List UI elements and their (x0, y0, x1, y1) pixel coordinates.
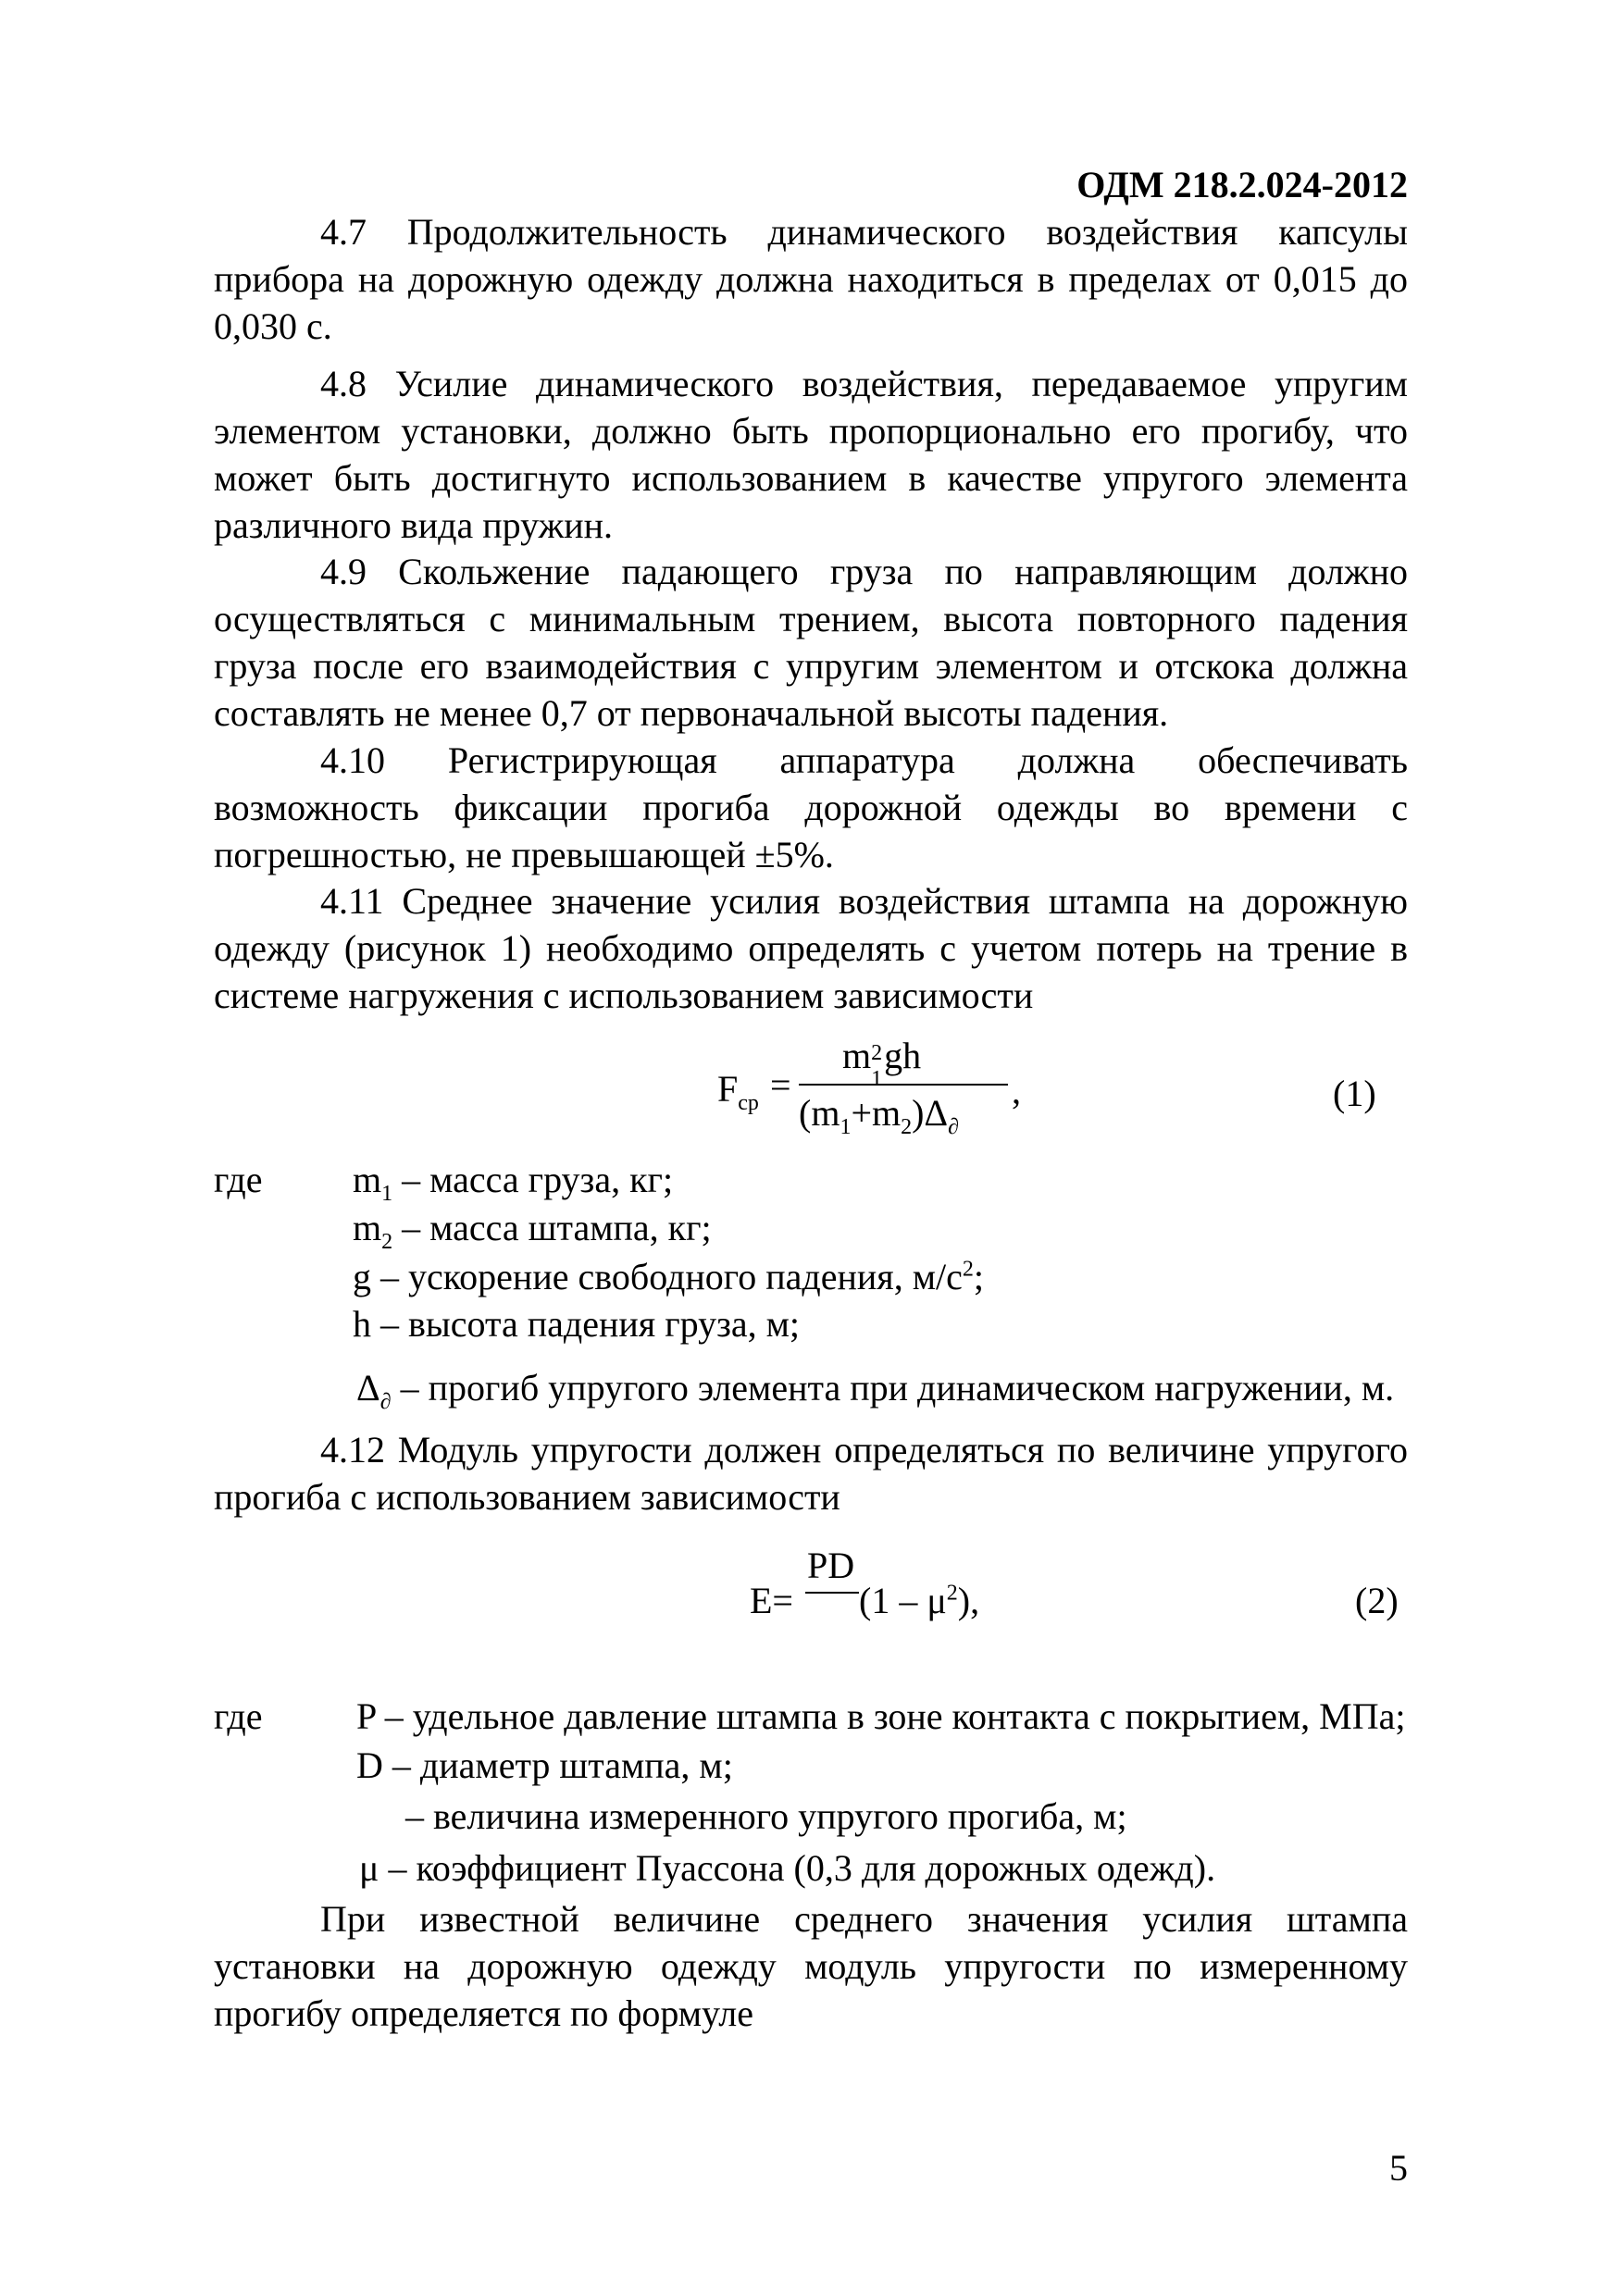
text-line: составлять не менее 0,7 от первоначальной высоты падения. (214, 692, 1169, 734)
definition-mu: μ – коэффициент Пуассона (0,3 для дорожных одежд). (359, 1847, 1216, 1889)
paragraph-4-11 (214, 877, 1408, 1019)
formula-1 (717, 1027, 1032, 1148)
text-line: 4.9 Скольжение падающего груза по направляющим должно (320, 551, 1408, 592)
definition-d: D – диаметр штампа, м; (356, 1744, 733, 1786)
fraction-line (799, 1084, 1008, 1086)
where-label: где (214, 1695, 263, 1737)
definition-p: P – удельное давление штампа в зоне контакта с покрытием, МПа; (356, 1695, 1406, 1737)
paragraph-final (214, 1895, 1408, 2037)
formula-denominator: $(m_1+m_2)\Delta_\partial$ (799, 1092, 960, 1139)
text-line: осуществляться с минимальным трением, высота повторного падения (214, 598, 1408, 639)
formula-numerator: PD (807, 1545, 855, 1586)
text-line: установки на дорожную одежду модуль упругости по измеренному (214, 1945, 1408, 1987)
text-line: системе нагружения с использованием зависимости (214, 974, 1034, 1016)
formula-lhs: E= (750, 1580, 793, 1621)
where-label: где (214, 1159, 263, 1200)
text-line: 4.12 Модуль упругости должен определяться по величине упругого (320, 1429, 1408, 1471)
text-line: прогиба с использованием зависимости (214, 1476, 840, 1518)
formula-lhs: $F_{ср}$ (717, 1068, 759, 1115)
paragraph-4-10 (214, 737, 1408, 878)
text-line: 4.7 Продолжительность динамического воздействия капсулы (320, 211, 1408, 253)
formula-equals: = (770, 1064, 791, 1106)
text-line: прогибу определяется по формуле (214, 1992, 754, 2034)
text-line: 0,030 с. (214, 305, 332, 347)
text-line: может быть достигнуто использованием в качестве упругого элемента (214, 457, 1408, 499)
text-line: прибора на дорожную одежду должна находиться в пределах от 0,015 до (214, 258, 1408, 300)
text-line: погрешностью, не превышающей ±5%. (214, 834, 834, 875)
paragraph-4-9 (214, 548, 1408, 737)
document-code: ОДМ 218.2.024-2012 (1076, 164, 1408, 205)
formula-2 (750, 1541, 1018, 1643)
text-line: различного вида пружин. (214, 504, 614, 546)
text-line: возможность фиксации прогиба дорожной одежды во времени с (214, 787, 1408, 828)
text-line: одежду (рисунок 1) необходимо определять с учетом потерь на трение в (214, 927, 1408, 969)
definition-g: g – ускорение свободного падения, $м/с^2$; (353, 1256, 984, 1297)
paragraph-4-12 (214, 1426, 1408, 1520)
formula-comma: , (1012, 1070, 1021, 1111)
equation-number-2: (2) (1355, 1580, 1399, 1621)
text-line: элементом установки, должно быть пропорционально его прогибу, что (214, 410, 1408, 452)
definition-m2: $m_2$ – масса штампа, кг; (353, 1207, 712, 1254)
definition-delta: $\Delta_\partial$ – прогиб упругого элемента при динамическом нагружении, м. (356, 1367, 1395, 1414)
fraction-line (805, 1592, 859, 1594)
formula-numerator: m 2 1 gh (842, 1035, 922, 1091)
text-line: При известной величине среднего значения усилия штампа (320, 1898, 1408, 1940)
text-line: груза после его взаимодействия с упругим элементом и отскока должна (214, 645, 1408, 687)
text-line: 4.10 Регистрирующая аппаратура должна обеспечивать (320, 739, 1408, 781)
equation-number-1: (1) (1333, 1073, 1376, 1114)
text-line: 4.8 Усилие динамического воздействия, передаваемое упругим (320, 363, 1408, 404)
paragraph-4-8 (214, 360, 1408, 549)
formula-parenthesis: $(1 - \mu^2)$, (859, 1580, 980, 1621)
page-number: 5 (1389, 2147, 1408, 2189)
definition-m1: $m_1$ – масса груза, кг; (353, 1159, 674, 1206)
definition-h: h – высота падения груза, м; (353, 1303, 801, 1345)
text-line: 4.11 Среднее значение усилия воздействия штампа на дорожную (320, 880, 1408, 922)
definition-deflection: – величина измеренного упругого прогиба, м; (405, 1795, 1127, 1837)
paragraph-4-7 (214, 208, 1408, 350)
